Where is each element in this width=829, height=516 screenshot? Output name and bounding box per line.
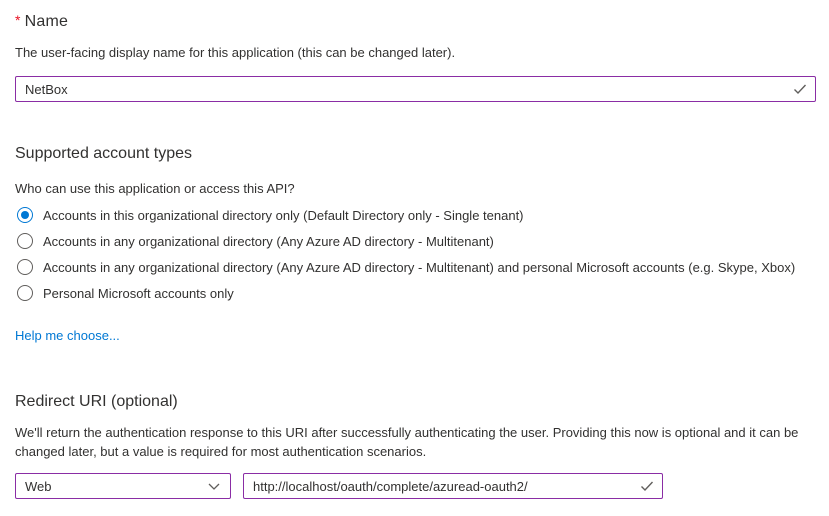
radio-button-icon <box>17 207 33 223</box>
required-asterisk: * <box>15 12 21 28</box>
radio-button-icon <box>17 259 33 275</box>
radio-button-icon <box>17 285 33 301</box>
name-label-text: Name <box>24 13 69 30</box>
platform-select-value: Web <box>25 478 52 494</box>
checkmark-icon <box>640 479 654 493</box>
radio-button-icon <box>17 233 33 249</box>
checkmark-icon <box>793 82 807 96</box>
radio-label: Accounts in any organizational directory (Any Azure AD directory - Multitenant) and personal Microsoft accounts (e.g. Skype, Xbox) <box>43 259 796 275</box>
name-field-label <box>15 12 815 31</box>
chevron-down-icon <box>207 479 221 493</box>
platform-select[interactable] <box>15 473 231 499</box>
radio-label: Accounts in this organizational directory only (Default Directory only - Single tenant) <box>43 207 524 223</box>
radio-label: Accounts in any organizational directory (Any Azure AD directory - Multitenant) <box>43 233 494 249</box>
radio-single-tenant[interactable] <box>15 202 815 228</box>
redirect-uri-input-container <box>243 473 663 499</box>
redirect-uri-heading: Redirect URI (optional) <box>15 393 178 410</box>
radio-multitenant[interactable] <box>15 228 815 254</box>
redirect-uri-input[interactable] <box>243 473 663 499</box>
redirect-uri-description: We'll return the authentication response to this URI after successfully authenticating the user. Providing this now is optional and it can be changed later, but a value is required for most authentication scenarios. <box>15 425 799 459</box>
radio-personal-only[interactable] <box>15 280 815 306</box>
supported-account-types-heading: Supported account types <box>15 145 193 162</box>
redirect-uri-controls <box>15 473 815 499</box>
account-types-question: Who can use this application or access this API? <box>15 181 295 196</box>
help-me-choose-link[interactable]: Help me choose... <box>15 328 120 343</box>
radio-multitenant-personal[interactable] <box>15 254 815 280</box>
name-input-container <box>15 76 816 102</box>
radio-label: Personal Microsoft accounts only <box>43 285 234 301</box>
account-types-radio-group <box>15 202 815 306</box>
name-field-description: The user-facing display name for this application (this can be changed later). <box>15 45 456 60</box>
name-input[interactable] <box>15 76 816 102</box>
